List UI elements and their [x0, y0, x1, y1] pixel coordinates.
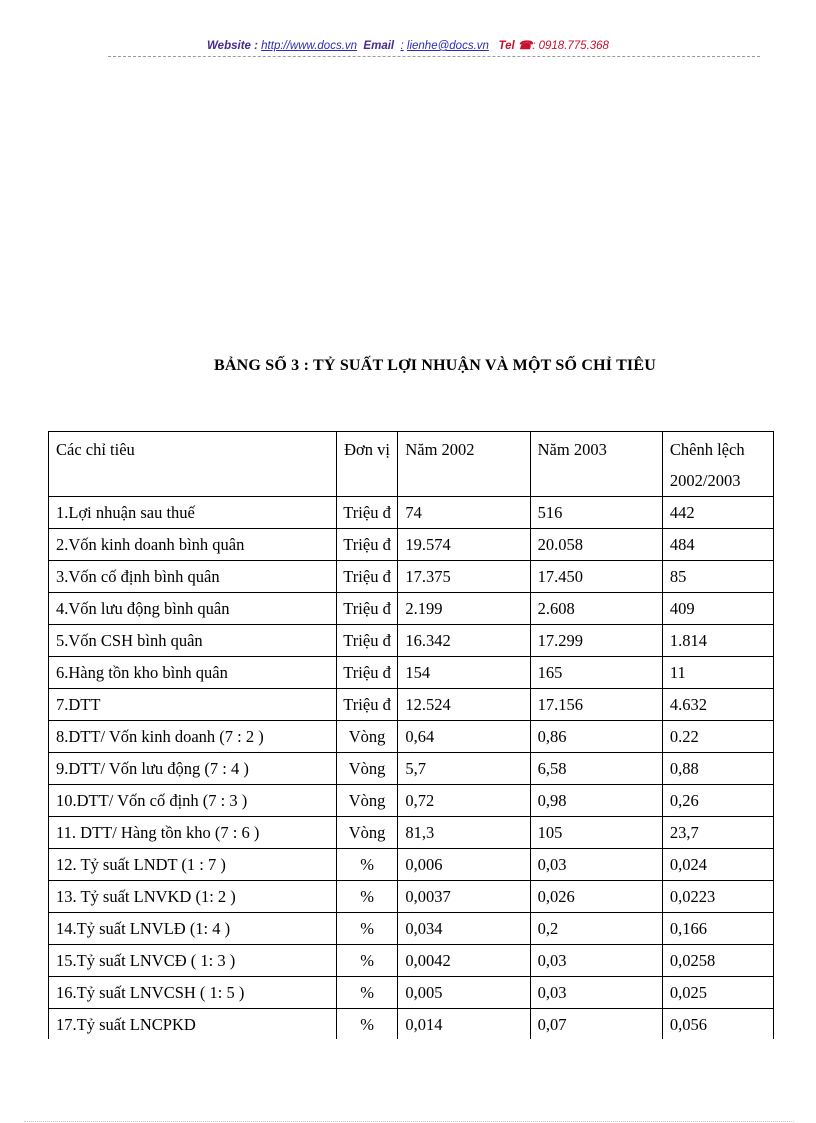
- table-row: [49, 945, 774, 977]
- email-separator: :: [400, 40, 404, 52]
- footer-divider: [24, 1121, 794, 1122]
- table-cell: 0,26: [662, 785, 773, 817]
- table-cell: 484: [662, 529, 773, 561]
- table-cell: Triệu đ: [336, 625, 398, 657]
- table-row: [49, 689, 774, 721]
- table-cell: 12. Tỷ suất LNDT (1 : 7 ): [49, 849, 337, 881]
- table-cell: 0,026: [530, 881, 662, 913]
- table-cell: 409: [662, 593, 773, 625]
- table-cell: %: [336, 913, 398, 945]
- table-cell: 1.814: [662, 625, 773, 657]
- table-cell: 2.608: [530, 593, 662, 625]
- table-cell: 20.058: [530, 529, 662, 561]
- table-row: [49, 657, 774, 689]
- table-cell: 0,005: [398, 977, 530, 1009]
- table-cell: 0,034: [398, 913, 530, 945]
- table-cell: 6,58: [530, 753, 662, 785]
- table-cell: 0,03: [530, 945, 662, 977]
- website-label: Website :: [207, 40, 258, 52]
- phone-number: : 0918.775.368: [532, 40, 609, 52]
- table-cell: 8.DTT/ Vốn kinh doanh (7 : 2 ): [49, 721, 337, 753]
- table-cell: 10.DTT/ Vốn cố định (7 : 3 ): [49, 785, 337, 817]
- table-cell: 0,0223: [662, 881, 773, 913]
- table-row: [49, 497, 774, 529]
- table-cell: Triệu đ: [336, 497, 398, 529]
- table-cell: 0,07: [530, 1009, 662, 1040]
- table-cell: 23,7: [662, 817, 773, 849]
- table-row: [49, 721, 774, 753]
- table-cell: 0,166: [662, 913, 773, 945]
- table-cell: Vòng: [336, 817, 398, 849]
- table-cell: 2.Vốn kinh doanh bình quân: [49, 529, 337, 561]
- table-cell: 16.Tỷ suất LNVCSH ( 1: 5 ): [49, 977, 337, 1009]
- table-cell: Vòng: [336, 721, 398, 753]
- table-cell: 11: [662, 657, 773, 689]
- table-header-row: [49, 432, 774, 497]
- table-cell: %: [336, 1009, 398, 1040]
- email-label: Email: [363, 40, 395, 52]
- table-cell: 0,03: [530, 977, 662, 1009]
- table-cell: 0,024: [662, 849, 773, 881]
- table-cell: 0,72: [398, 785, 530, 817]
- table-cell: 19.574: [398, 529, 530, 561]
- table-cell: Triệu đ: [336, 529, 398, 561]
- table-row: [49, 913, 774, 945]
- table-cell: %: [336, 945, 398, 977]
- table-cell: 154: [398, 657, 530, 689]
- table-cell: 17.156: [530, 689, 662, 721]
- table-cell: 85: [662, 561, 773, 593]
- table-cell: 17.450: [530, 561, 662, 593]
- table-cell: 12.524: [398, 689, 530, 721]
- table-cell: 7.DTT: [49, 689, 337, 721]
- table-row: [49, 625, 774, 657]
- table-cell: 0,0258: [662, 945, 773, 977]
- table-row: [49, 785, 774, 817]
- table-cell: 0,98: [530, 785, 662, 817]
- table-cell: 516: [530, 497, 662, 529]
- table-cell: 6.Hàng tồn kho bình quân: [49, 657, 337, 689]
- table-cell: 13. Tỷ suất LNVKD (1: 2 ): [49, 881, 337, 913]
- table-cell: 3.Vốn cố định bình quân: [49, 561, 337, 593]
- table-cell: Triệu đ: [336, 689, 398, 721]
- table-cell: 11. DTT/ Hàng tồn kho (7 : 6 ): [49, 817, 337, 849]
- table-row: [49, 753, 774, 785]
- table-row: [49, 849, 774, 881]
- table-cell: 5,7: [398, 753, 530, 785]
- table-row: [49, 593, 774, 625]
- header-cell: Các chỉ tiêu: [49, 432, 337, 497]
- table-cell: 2.199: [398, 593, 530, 625]
- table-cell: 0,025: [662, 977, 773, 1009]
- table-cell: Triệu đ: [336, 593, 398, 625]
- table-cell: 17.375: [398, 561, 530, 593]
- table-cell: 0,03: [530, 849, 662, 881]
- table-cell: 17.299: [530, 625, 662, 657]
- table-cell: 442: [662, 497, 773, 529]
- table-cell: 17.Tỷ suất LNCPKD: [49, 1009, 337, 1040]
- table-cell: 14.Tỷ suất LNVLĐ (1: 4 ): [49, 913, 337, 945]
- table-row: [49, 881, 774, 913]
- table-row: [49, 977, 774, 1009]
- table-cell: 4.Vốn lưu động bình quân: [49, 593, 337, 625]
- table-cell: 0,006: [398, 849, 530, 881]
- table-row: [49, 817, 774, 849]
- table-cell: 165: [530, 657, 662, 689]
- table-cell: 0,0042: [398, 945, 530, 977]
- table-cell: 74: [398, 497, 530, 529]
- table-cell: 105: [530, 817, 662, 849]
- page-header: [0, 38, 816, 52]
- table-cell: 0,0037: [398, 881, 530, 913]
- header-cell: Đơn vị: [336, 432, 398, 497]
- website-link[interactable]: http://www.docs.vn: [261, 40, 358, 52]
- table-cell: 4.632: [662, 689, 773, 721]
- table-cell: 5.Vốn CSH bình quân: [49, 625, 337, 657]
- table-cell: %: [336, 849, 398, 881]
- email-link[interactable]: lienhe@docs.vn: [406, 40, 489, 52]
- table-row: [49, 561, 774, 593]
- header-cell: Chênh lệch 2002/2003: [662, 432, 773, 497]
- table-cell: Triệu đ: [336, 561, 398, 593]
- header-cell: Năm 2002: [398, 432, 530, 497]
- header-cell: Năm 2003: [530, 432, 662, 497]
- table-cell: %: [336, 977, 398, 1009]
- table-cell: %: [336, 881, 398, 913]
- table-cell: 0.22: [662, 721, 773, 753]
- table-row: [49, 529, 774, 561]
- table-cell: 0,2: [530, 913, 662, 945]
- table-cell: 0,88: [662, 753, 773, 785]
- table-cell: 9.DTT/ Vốn lưu động (7 : 4 ): [49, 753, 337, 785]
- table-title: BẢNG SỐ 3 : TỶ SUẤT LỢI NHUẬN VÀ MỘT SỐ CHỈ TIÊU: [214, 357, 656, 374]
- table-cell: 16.342: [398, 625, 530, 657]
- table-cell: Vòng: [336, 753, 398, 785]
- table-row: [49, 1009, 774, 1040]
- table-cell: Vòng: [336, 785, 398, 817]
- indicator-table: [48, 431, 774, 1039]
- table-cell: 0,014: [398, 1009, 530, 1040]
- table-cell: 0,056: [662, 1009, 773, 1040]
- table-cell: 15.Tỷ suất LNVCĐ ( 1: 3 ): [49, 945, 337, 977]
- table-cell: 1.Lợi nhuận sau thuế: [49, 497, 337, 529]
- table-cell: Triệu đ: [336, 657, 398, 689]
- table-cell: 0,64: [398, 721, 530, 753]
- table-cell: 81,3: [398, 817, 530, 849]
- table-cell: 0,86: [530, 721, 662, 753]
- header-divider: [108, 56, 760, 57]
- table-container: [48, 431, 776, 1039]
- tel-label: Tel ☎: [498, 40, 533, 52]
